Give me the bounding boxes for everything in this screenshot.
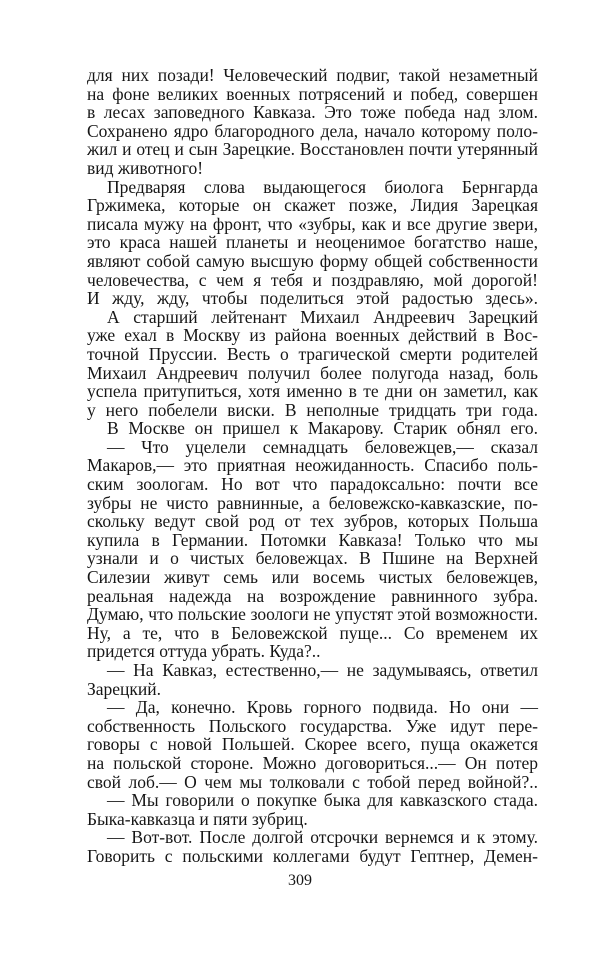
text-line: Предваряя слова выдающегося биолога Бернгарда [107,176,538,197]
text-line: купила в Германии. Потомки Кавказа! Только что мы [87,529,538,550]
text-line: Сохранено ядро благородного дела, начало которому поло- [87,120,538,141]
text-line: — Что уцелели семнадцать беловежцев,— сказал [107,436,538,457]
text-line: для них позади! Человеческий подвиг, такой незаметный [87,65,538,85]
text-line: В Москве он пришел к Макарову. Старик обнял его. [107,418,538,439]
text-line: Зарецкий. [87,678,162,699]
text-line: Михаил Андреевич получил более полугода назад, боль [87,362,538,383]
text-line: Ну, а те, что в Беловежской пуще... Со временем их [87,622,538,643]
text-line: — Вот-вот. После долгой отсрочки вернемся и к этому. [107,827,538,848]
text-line: Макаров,— это приятная неожиданность. Спасибо поль- [87,455,538,476]
text-line: писала мужу на фронт, что «зубры, как и все другие звери, [87,213,538,234]
text-line: на польской стороне. Можно договориться...— Он потер [87,752,538,773]
text-line: являют собой самую высшую форму общей собственности [87,250,538,271]
text-line: свой лоб.— О чем мы толковали с тобой перед войной?.. [87,771,538,792]
text-line: вид животного! [87,157,204,178]
text-line: говоры с новой Польшей. Скорее всего, пуща окажется [87,734,538,755]
text-line: А старший лейтенант Михаил Андреевич Зарецкий [107,306,538,327]
text-line: зубры не чисто равнинные, а беловежско-кавказские, по- [87,492,538,513]
text-line: уже ехал в Москву из района военных действий в Вос- [87,325,538,346]
text-line: придется оттуда убрать. Куда?.. [87,641,321,662]
text-line: это краса нашей планеты и неоценимое богатство наше, [87,232,538,253]
text-line: скольку ведут свой род от тех зубров, которых Польша [87,511,538,532]
text-line: человечества, с чем я тебя и поздравляю, мой дорогой! [87,269,538,290]
text-line: Говорить с польскими коллегами будут Гептнер, Демен- [87,845,538,866]
text-line: — Мы говорили о покупке быка для кавказского стада. [107,790,538,811]
text-line: Быка-кавказца и пяти зубриц. [87,808,308,829]
text-line: узнали и о чистых беловежцах. В Пшине на Верхней [87,548,538,569]
page-body-text [87,66,538,866]
text-line: точной Пруссии. Весть о трагической смерти родителей [87,343,538,364]
text-line: — На Кавказ, естественно,— не задумываясь, ответил [107,660,538,680]
page-number: 309 [288,872,312,889]
text-line: в лесах заповедного Кавказа. Это тоже победа над злом. [87,102,538,123]
text-line: — Да, конечно. Кровь горного подвида. Но они — [107,697,538,718]
text-line: И жду, жду, чтобы поделиться этой радостью здесь». [87,288,538,309]
text-line: на фоне великих военных потрясений и побед, совершен [87,83,538,104]
text-line: у него побелели виски. В неполные тридцать три года. [87,399,538,420]
text-line: собственность Польского государства. Уже идут пере- [87,715,538,736]
text-line: Гржимека, которые он скажет позже, Лидия Зарецкая [87,195,538,216]
text-line: реальная надежда на возрождение равнинного зубра. [87,585,538,606]
text-line: Силезии живут семь или восемь чистых беловежцев, [87,567,538,588]
text-line: успела притупиться, хотя именно в те дни он заметил, как [87,381,538,402]
text-line: Думаю, что польские зоологи не упустят этой возможности. [87,604,538,625]
text-line: ским зоологам. Но вот что парадоксально: почти все [87,474,538,495]
text-line: жил и отец и сын Зарецкие. Восстановлен почти утерянный [87,139,538,160]
